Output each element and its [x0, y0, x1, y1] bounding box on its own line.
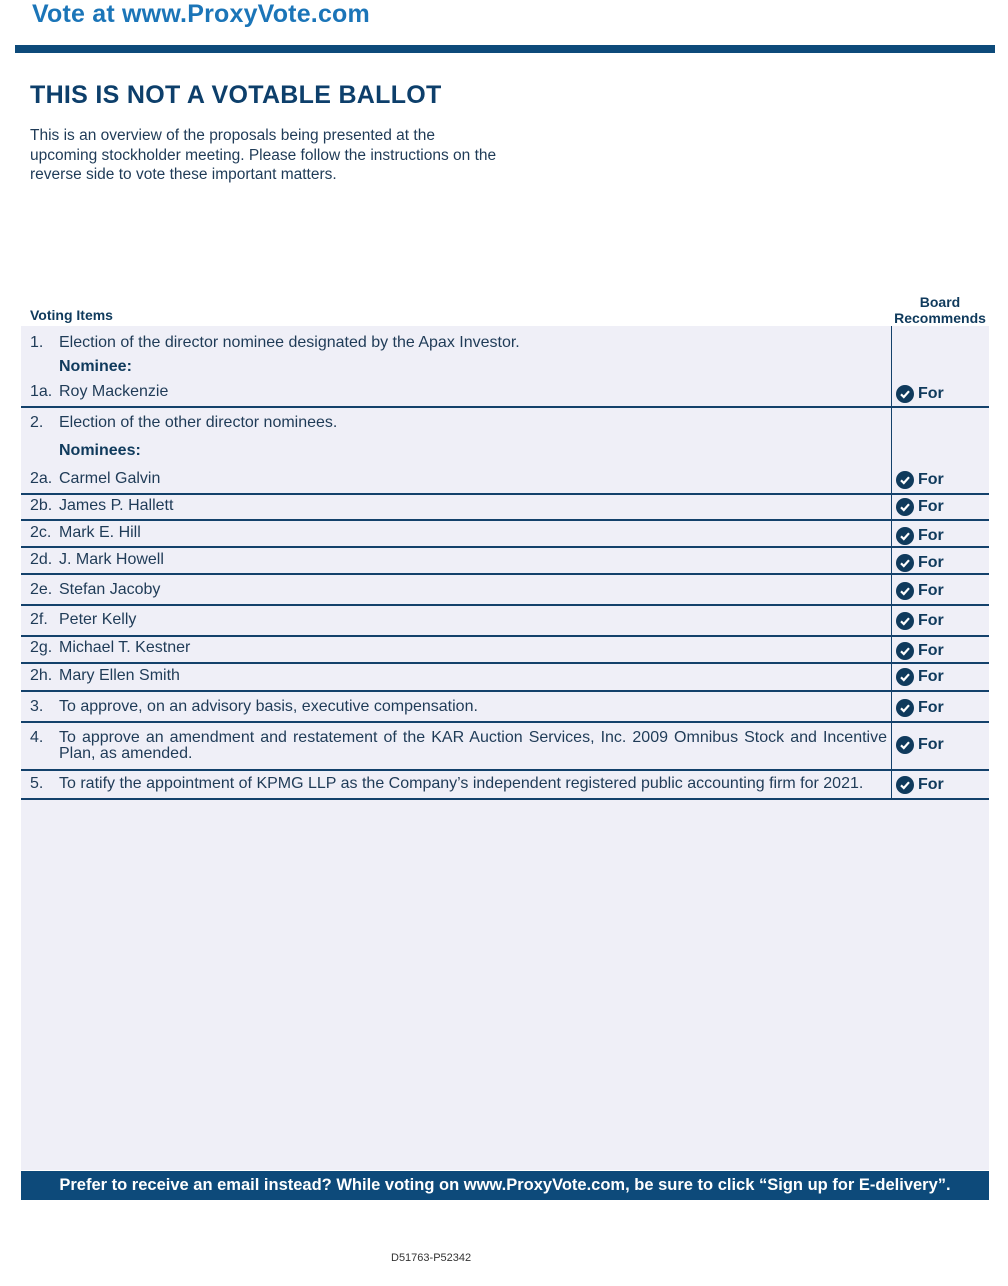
recommendation-label: For — [918, 699, 944, 716]
row-divider — [21, 406, 989, 408]
nominee-label: Nominee: — [59, 358, 132, 375]
edelivery-banner — [21, 1171, 989, 1200]
nominees-label: Nominees: — [59, 442, 141, 459]
check-circle-icon — [896, 471, 914, 489]
item-number: 2h. — [30, 667, 53, 684]
row-divider — [21, 690, 989, 692]
nominee-name: Mary Ellen Smith — [59, 667, 180, 684]
recommendation-label: For — [918, 776, 944, 793]
item-number: 5. — [30, 775, 44, 792]
recommendation-for — [896, 668, 944, 686]
recommendation-for — [896, 612, 944, 630]
recommendation-label: For — [918, 642, 944, 659]
page-title: THIS IS NOT A VOTABLE BALLOT — [30, 81, 442, 109]
check-circle-icon — [896, 642, 914, 660]
header-rule — [15, 45, 995, 53]
proposal-4-text: To approve an amendment and restatement of the KAR Auction Services, Inc. 2009 Omnibus Stock and Incentive Plan, as amended. — [59, 729, 887, 762]
row-divider — [21, 662, 989, 664]
recommendation-for — [896, 554, 944, 572]
check-circle-icon — [896, 736, 914, 754]
edelivery-message: Prefer to receive an email instead? While voting on www.ProxyVote.com, be sure to click “Sign up for E-delivery”. — [59, 1176, 951, 1194]
recommendation-for — [896, 776, 944, 794]
proposal-2-text: Election of the other director nominees. — [59, 414, 338, 431]
recommendation-for — [896, 471, 944, 489]
row-divider — [21, 493, 989, 495]
recommendation-label: For — [918, 582, 944, 599]
check-circle-icon — [896, 582, 914, 600]
check-circle-icon — [896, 699, 914, 717]
nominee-name: James P. Hallett — [59, 497, 174, 514]
column-divider — [891, 326, 892, 800]
item-number: 2c. — [30, 524, 52, 541]
recommendation-for — [896, 699, 944, 717]
recommendation-label: For — [918, 612, 944, 629]
proposal-3-text: To approve, on an advisory basis, executive compensation. — [59, 698, 478, 715]
recommendation-for — [896, 498, 944, 516]
nominee-name: Peter Kelly — [59, 611, 137, 628]
board-recommends-header: Board Recommends — [894, 294, 986, 326]
check-circle-icon — [896, 612, 914, 630]
proposal-5-text: To ratify the appointment of KPMG LLP as the Company’s independent registered public accounting firm for 2021. — [59, 775, 864, 792]
item-number: 4. — [30, 729, 44, 746]
check-circle-icon — [896, 385, 914, 403]
proposal-1-text: Election of the director nominee designated by the Apax Investor. — [59, 334, 520, 351]
check-circle-icon — [896, 668, 914, 686]
nominee-name: Stefan Jacoby — [59, 581, 161, 598]
row-divider — [21, 635, 989, 637]
recommendation-label: For — [918, 385, 944, 402]
item-number: 2f. — [30, 611, 48, 628]
row-divider — [21, 798, 989, 800]
check-circle-icon — [896, 527, 914, 545]
proxyvote-header-link[interactable]: Vote at www.ProxyVote.com — [32, 0, 370, 28]
row-divider — [21, 546, 989, 548]
check-circle-icon — [896, 776, 914, 794]
intro-paragraph: This is an overview of the proposals being presented at the upcoming stockholder meeting. Please follow the instructions on the reverse side to vote these important matters. — [30, 127, 497, 183]
item-number: 2. — [30, 414, 44, 431]
row-divider — [21, 604, 989, 606]
recommendation-for — [896, 527, 944, 545]
row-divider — [21, 573, 989, 575]
nominee-name: Michael T. Kestner — [59, 639, 191, 656]
check-circle-icon — [896, 554, 914, 572]
item-number: 3. — [30, 698, 44, 715]
item-number: 1a. — [30, 383, 53, 400]
recommendation-for — [896, 736, 944, 754]
recommendation-label: For — [918, 668, 944, 685]
recommendation-label: For — [918, 498, 944, 515]
row-divider — [21, 519, 989, 521]
check-circle-icon — [896, 498, 914, 516]
nominee-name: Carmel Galvin — [59, 470, 161, 487]
recommendation-for — [896, 385, 944, 403]
recommendation-label: For — [918, 471, 944, 488]
row-divider — [21, 769, 989, 771]
recommendation-label: For — [918, 554, 944, 571]
row-divider — [21, 721, 989, 723]
recommendation-label: For — [918, 736, 944, 753]
nominee-name: Mark E. Hill — [59, 524, 141, 541]
voting-items-header: Voting Items — [30, 307, 113, 323]
item-number: 2e. — [30, 581, 53, 598]
nominee-name: Roy Mackenzie — [59, 383, 169, 400]
item-number: 2d. — [30, 551, 53, 568]
item-number: 2g. — [30, 639, 53, 656]
recommendation-label: For — [918, 527, 944, 544]
item-number: 2a. — [30, 470, 53, 487]
item-number: 2b. — [30, 497, 53, 514]
document-id: D51763-P52342 — [391, 1252, 472, 1264]
nominee-name: J. Mark Howell — [59, 551, 164, 568]
item-number: 1. — [30, 334, 44, 351]
recommendation-for — [896, 642, 944, 660]
recommendation-for — [896, 582, 944, 600]
